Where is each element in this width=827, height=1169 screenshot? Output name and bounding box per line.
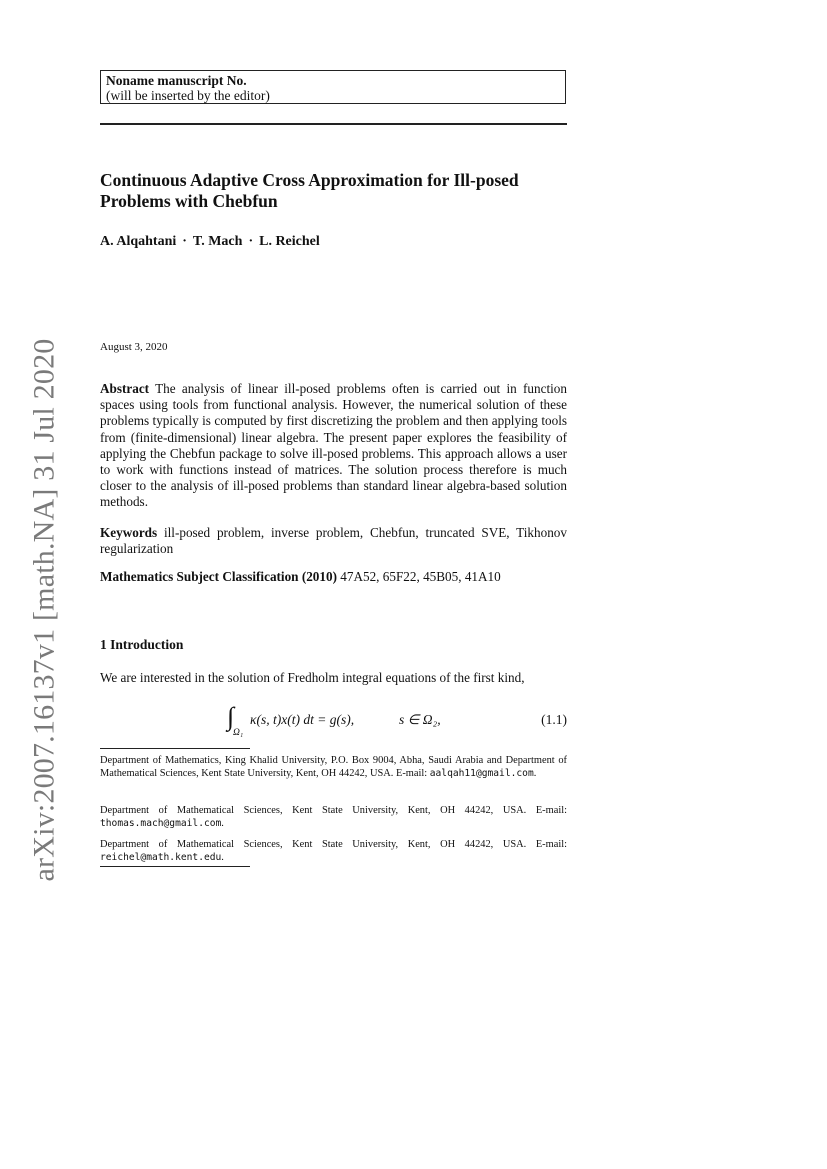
keywords-text: ill-posed problem, inverse problem, Chebfun, truncated SVE, Tikhonov regularization <box>100 525 567 557</box>
footnote-rule <box>100 748 250 749</box>
keywords-block <box>100 525 567 557</box>
footnote-end: . <box>533 768 537 780</box>
header-rule <box>100 123 567 125</box>
footnote-end: . <box>221 852 224 864</box>
msc-block <box>100 569 567 585</box>
footnote-affiliation <box>100 754 567 780</box>
author-separator: · <box>248 234 254 249</box>
arxiv-id-text: arXiv:2007.16137v1 [math.NA] 31 Jul 2020 <box>27 338 61 882</box>
author-separator: · <box>182 234 187 249</box>
msc-label: Mathematics Subject Classification (2010) <box>100 569 337 584</box>
equation-lhs: κ(s, t)x(t) dt = g(s), <box>250 712 355 727</box>
footnote-text: Department of Mathematics, King Khalid University, P.O. Box 9004, Abha, Saudi Arabia and Department of Mathematical Sciences, Kent State University, Kent, OH 44242, USA. E-mail: <box>100 755 567 780</box>
author-name: T. Mach <box>192 234 243 249</box>
equation-condition: s ∈ Ω₂, <box>399 712 441 727</box>
msc-text: 47A52, 65F22, 45B05, 41A10 <box>340 569 501 584</box>
editor-box <box>100 70 566 104</box>
section-heading: 1 Introduction <box>100 637 184 652</box>
equation-1-1 <box>100 702 567 744</box>
author-name: L. Reichel <box>259 234 320 249</box>
abstract-block <box>100 381 567 511</box>
integral-sign: ∫ <box>227 702 235 731</box>
paper-title: Continuous Adaptive Cross Approximation for Ill-posed Problems with Chebfun <box>100 170 519 211</box>
footnote-affiliation <box>100 804 567 830</box>
footnote-affiliation <box>100 838 567 864</box>
arxiv-stamp <box>18 338 70 882</box>
footnote-end: . <box>221 818 224 830</box>
intro-paragraph: We are interested in the solution of Fredholm integral equations of the first kind, <box>100 670 525 685</box>
equation-number: (1.1) <box>541 712 567 727</box>
manuscript-label: Noname manuscript No. <box>106 73 247 88</box>
author-name: A. Alqahtani <box>100 234 177 249</box>
editor-note: (will be inserted by the editor) <box>106 88 270 103</box>
email-link[interactable]: aalqah11@gmail.com <box>429 768 534 780</box>
email-link[interactable]: reichel@math.kent.edu <box>100 852 222 864</box>
keywords-label: Keywords <box>100 525 158 540</box>
integral-domain: Ω₁ <box>233 728 244 738</box>
abstract-text: The analysis of linear ill-posed problems often is carried out in function spaces using tools from functional analysis. However, the numerical solution of these problems typically is computed by first discretizing the problem and then applying tools from (finite-dimensional) linear algebra. The present paper explores the feasibility of applying the Chebfun package to solve ill-posed problems. This approach allows a user to work with functions instead of matrices. The solution process therefore is much closer to the analysis of ill-posed problems than standard linear algebra-based solution methods. <box>100 381 567 510</box>
abstract-label: Abstract <box>100 381 150 396</box>
footnote-end-rule <box>100 866 250 867</box>
footnote-text: Department of Mathematical Sciences, Kent State University, Kent, OH 44242, USA. E-mail: <box>100 839 567 850</box>
author-list <box>100 234 320 250</box>
email-link[interactable]: thomas.mach@gmail.com <box>100 818 222 830</box>
paper-date: August 3, 2020 <box>100 341 168 353</box>
footnote-text: Department of Mathematical Sciences, Kent State University, Kent, OH 44242, USA. E-mail: <box>100 805 567 816</box>
